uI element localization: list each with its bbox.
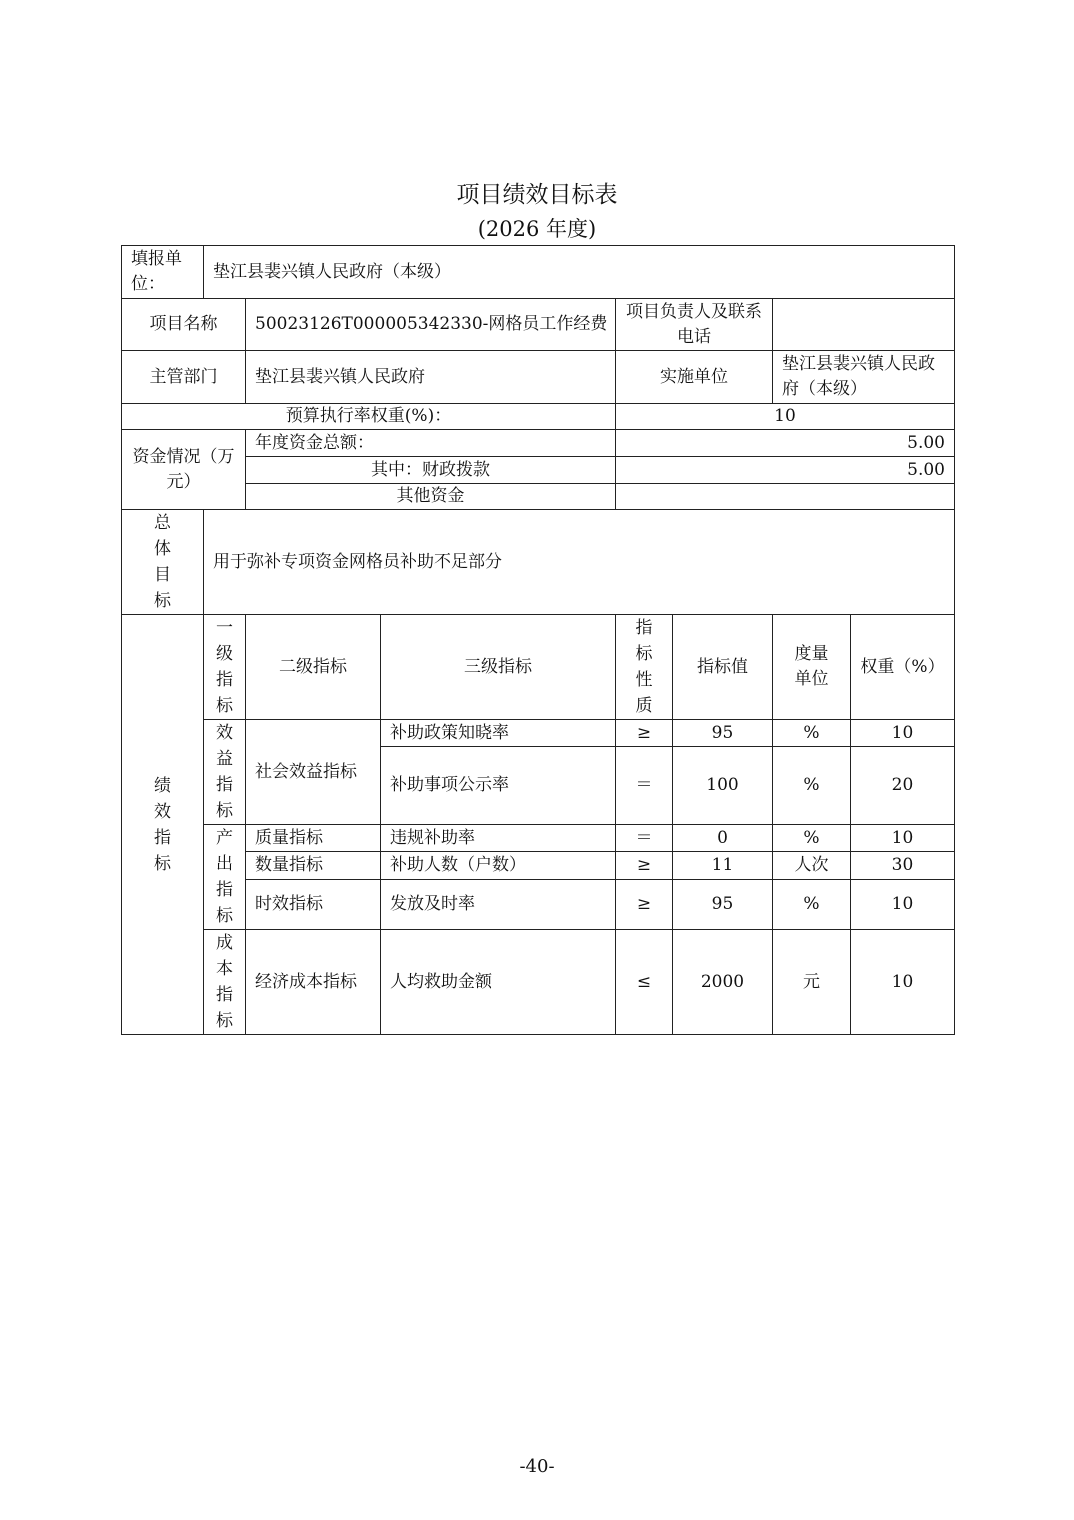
- overall-goal-value: 用于弥补专项资金网格员补助不足部分: [204, 510, 955, 615]
- row-weight: 10: [851, 930, 955, 1035]
- row-unit: %: [773, 720, 851, 747]
- indicators-section-label: 绩效指标: [122, 615, 204, 1035]
- project-contact-label: 项目负责人及联系电话: [616, 299, 773, 351]
- row-level3: 补助人数（户数）: [381, 852, 616, 879]
- row-nature: ≥: [616, 720, 673, 747]
- funds-other-label: 其他资金: [246, 484, 616, 510]
- level2-timeliness: 时效指标: [246, 879, 381, 930]
- funds-total-value: 5.00: [616, 430, 955, 457]
- project-name-value: 50023126T000005342330-网格员工作经费: [246, 299, 616, 351]
- funds-total-label: 年度资金总额：: [246, 430, 616, 457]
- level2-quality: 质量指标: [246, 825, 381, 852]
- header-value: 指标值: [673, 615, 773, 720]
- row-weight: 10: [851, 825, 955, 852]
- row-weight: 10: [851, 879, 955, 930]
- budget-weight-value: 10: [616, 404, 955, 430]
- row-weight: 10: [851, 720, 955, 747]
- page-number: -40-: [519, 1456, 555, 1477]
- project-name-label: 项目名称: [122, 299, 246, 351]
- level2-quantity: 数量指标: [246, 852, 381, 879]
- row-nature: ＝: [616, 747, 673, 825]
- budget-weight-label: 预算执行率权重(%)：: [122, 404, 616, 430]
- document-title: 项目绩效目标表: [456, 182, 618, 208]
- row-unit: 元: [773, 930, 851, 1035]
- row-level3: 发放及时率: [381, 879, 616, 930]
- performance-target-table: [121, 245, 955, 1035]
- header-weight: 权重（%）: [851, 615, 955, 720]
- funds-label: 资金情况（万元）: [122, 430, 246, 510]
- row-level3: 补助事项公示率: [381, 747, 616, 825]
- funds-fiscal-value: 5.00: [616, 457, 955, 484]
- supervising-dept-value: 垫江县裴兴镇人民政府: [246, 351, 616, 404]
- group-benefit: 效益指标: [204, 720, 246, 825]
- project-contact-value: [773, 299, 955, 351]
- reporting-unit-value: 垫江县裴兴镇人民政府（本级）: [204, 246, 955, 299]
- row-weight: 30: [851, 852, 955, 879]
- row-level3: 人均救助金额: [381, 930, 616, 1035]
- row-value: 2000: [673, 930, 773, 1035]
- funds-other-value: [616, 484, 955, 510]
- row-nature: ≤: [616, 930, 673, 1035]
- overall-goal-label: 总体目标: [122, 510, 204, 615]
- level2-economic-cost: 经济成本指标: [246, 930, 381, 1035]
- header-nature: 指标性质: [616, 615, 673, 720]
- header-level2: 二级指标: [246, 615, 381, 720]
- row-value: 0: [673, 825, 773, 852]
- reporting-unit-label: 填报单位：: [122, 246, 204, 299]
- row-level3: 补助政策知晓率: [381, 720, 616, 747]
- row-value: 95: [673, 720, 773, 747]
- header-unit: 度量单位: [773, 615, 851, 720]
- header-level3: 三级指标: [381, 615, 616, 720]
- supervising-dept-label: 主管部门: [122, 351, 246, 404]
- implementing-unit-label: 实施单位: [616, 351, 773, 404]
- row-level3: 违规补助率: [381, 825, 616, 852]
- level2-social: 社会效益指标: [246, 720, 381, 825]
- row-nature: ＝: [616, 825, 673, 852]
- row-unit: %: [773, 747, 851, 825]
- funds-fiscal-label: 其中：财政拨款: [246, 457, 616, 484]
- row-weight: 20: [851, 747, 955, 825]
- row-nature: ≥: [616, 852, 673, 879]
- group-output: 产出指标: [204, 825, 246, 930]
- document-subtitle: (2026 年度): [477, 217, 597, 241]
- row-value: 95: [673, 879, 773, 930]
- row-value: 11: [673, 852, 773, 879]
- header-level1: 一级指标: [204, 615, 246, 720]
- row-nature: ≥: [616, 879, 673, 930]
- row-value: 100: [673, 747, 773, 825]
- row-unit: %: [773, 879, 851, 930]
- implementing-unit-value: 垫江县裴兴镇人民政府（本级）: [773, 351, 955, 404]
- group-cost: 成本指标: [204, 930, 246, 1035]
- row-unit: 人次: [773, 852, 851, 879]
- row-unit: %: [773, 825, 851, 852]
